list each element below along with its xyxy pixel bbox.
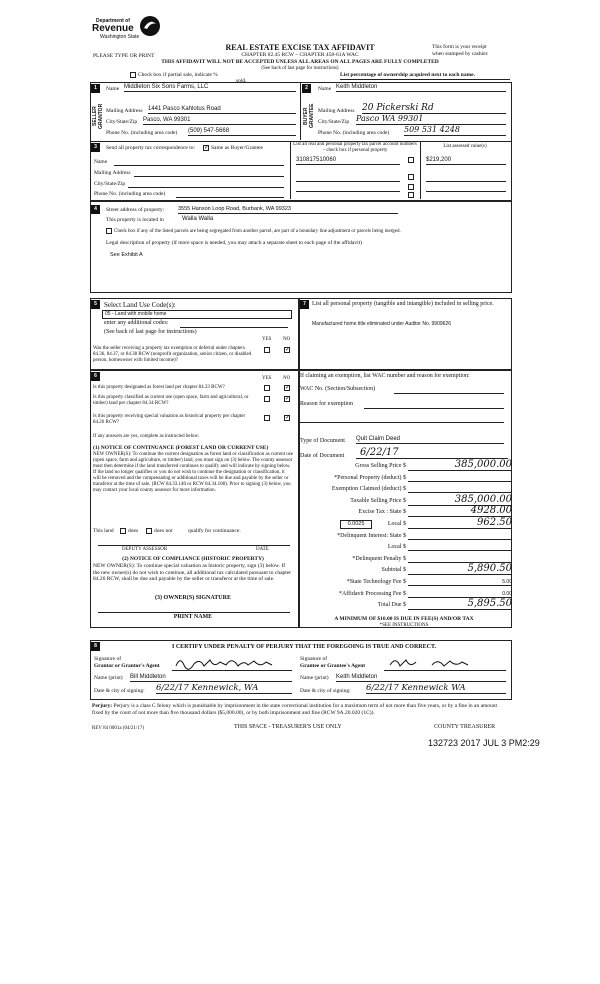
s3-city-label: City/State/Zip: [94, 181, 126, 187]
owner-signature-label: (3) OWNER(S) SIGNATURE: [155, 595, 231, 601]
amount-value-9[interactable]: 5,890.50: [408, 564, 512, 575]
exemption-no-checkbox[interactable]: ✓: [285, 347, 291, 353]
personal-property-field[interactable]: Manufactured home title eliminated under Auditor No. 9909626: [312, 321, 451, 327]
buyer-name-field[interactable]: Keith Middleton: [336, 84, 506, 92]
amount-value-11[interactable]: 0.00: [408, 591, 512, 598]
does-not-checkbox[interactable]: [146, 528, 152, 534]
rev-number: REV 84 0001a (04/21/17): [92, 726, 144, 731]
see-back-note: (See back of last page for instructions): [261, 66, 339, 71]
s3-mail-field[interactable]: [134, 169, 284, 177]
personal-property-checkbox-3[interactable]: [408, 184, 414, 190]
grantor-name-label: Name (print): [94, 675, 123, 681]
assessed-value-field[interactable]: $219,200: [426, 157, 506, 165]
enter-additional-label: enter any additional codes:: [104, 320, 169, 326]
reason-field[interactable]: [364, 401, 504, 409]
buyer-city-label: City/State/Zip: [318, 119, 350, 125]
grantor-name-field[interactable]: Bill Middleton: [130, 674, 292, 682]
wac-intro: If claiming an exemption, list WAC number and reason for exemption:: [300, 373, 470, 379]
exemption-question: Was the seller receiving a property tax exemption or deferral under chapters 84.36, 84.37, or 84.38 RCW (nonprofit organization, senior citizen, or disabled person, homeowner with limited income)?: [93, 346, 252, 363]
section-8-number: 8: [91, 642, 100, 651]
buyer-phone-label: Phone No. (including area code): [318, 130, 390, 136]
doc-date-label: Date of Document: [300, 453, 345, 459]
amount-label-3: Taxable Selling Price $: [350, 497, 406, 504]
perjury-note: [92, 703, 508, 716]
dept-of-text: Department of: [96, 18, 130, 24]
section-6-number: 6: [91, 372, 100, 381]
same-as-buyer-label: Same as Buyer/Grantee: [211, 145, 263, 151]
personal-property-checkbox-2[interactable]: [408, 174, 414, 180]
buyer-mail-label: Mailing Address: [318, 108, 355, 114]
grantee-signature-scribble: [388, 656, 508, 670]
if-yes-note: If any answers are yes, complete as instructed below.: [93, 434, 200, 439]
historic-yes-checkbox[interactable]: [264, 415, 270, 421]
seller-phone-label: Phone No. (including area code): [106, 130, 178, 136]
recording-stamp: 132723 2017 JUL 3 PM2:29: [428, 738, 540, 748]
grantee-sig-label-b: Grantee or Grantee's Agent: [300, 663, 366, 669]
s3-phone-label: Phone No. (including area code): [94, 191, 166, 197]
wac-field[interactable]: [394, 386, 504, 394]
grantee-name-field[interactable]: Keith Middleton: [336, 674, 506, 682]
deputy-date-label: DATE: [256, 547, 269, 552]
amount-label-8: *Delinquent Penalty $: [352, 555, 406, 562]
located-label: This property is located in: [106, 217, 164, 223]
receipt-note-1: This form is your receipt: [432, 44, 487, 50]
ownership-pct-label: List percentage of ownership acquired next to each name.: [340, 72, 510, 80]
parcel-number-field-3[interactable]: [296, 185, 400, 192]
forest-yes-checkbox[interactable]: [264, 385, 270, 391]
section-1-number: 1: [91, 84, 100, 93]
amount-label-7: Local $: [387, 544, 406, 551]
notice-compliance-body: NEW OWNER(S): To continue special valuation as historic property, sign (3) below. If the new owner(s) do not wish to continue, all additional tax calculated pursuant to chapter 84.26 RCW, shall be due and payable by the seller or transferor at the time of sale.: [93, 563, 292, 582]
historic-no-checkbox[interactable]: ✓: [285, 415, 291, 421]
street-label: Street address of property:: [106, 207, 165, 213]
s3-mail-label: Mailing Address: [94, 170, 131, 176]
section-6-box: [90, 370, 300, 628]
grantee-date-label: Date & city of signing:: [300, 688, 351, 694]
see-instructions-note: *SEE INSTRUCTIONS: [379, 623, 429, 628]
seller-side-label: SELLER GRANTOR: [92, 103, 104, 129]
does-not-label: does not: [154, 528, 173, 534]
assessed-value-field-3[interactable]: [426, 185, 506, 192]
land-use-label: Select Land Use Code(s):: [104, 301, 176, 309]
grantor-date-label: Date & city of signing:: [94, 688, 145, 694]
notice-compliance-title: (2) NOTICE OF COMPLIANCE (HISTORIC PROPERTY): [122, 556, 264, 562]
certify-statement: I CERTIFY UNDER PENALTY OF PERJURY THAT THE FOREGOING IS TRUE AND CORRECT.: [172, 644, 437, 650]
seller-name-label: Name: [106, 86, 120, 92]
section-4-box: [90, 201, 512, 293]
partial-sale-checkbox[interactable]: [130, 72, 136, 78]
land-use-select[interactable]: 05 - Land with mobile home: [102, 310, 292, 319]
personal-property-checkbox-1[interactable]: [408, 157, 414, 163]
amount-label-6: *Delinquent Interest: State $: [337, 532, 406, 539]
amount-value-10[interactable]: 5.00: [408, 579, 512, 586]
qualify-label: qualify for continuance.: [188, 528, 241, 534]
form-title: REAL ESTATE EXCISE TAX AFFIDAVIT: [225, 43, 375, 52]
current-use-question: Is this property classified as current use (open space, farm and agricultural, or timber) land per chapter 84.34 RCW?: [93, 395, 249, 406]
grantor-sig-label-b: Grantor or Grantor's Agent: [94, 663, 160, 669]
form-subtitle: CHAPTER 82.45 RCW – CHAPTER 458-61A WAC: [241, 52, 359, 58]
s6-no-header: NO: [283, 376, 291, 381]
seller-city-field[interactable]: Pasco, WA 99301: [143, 117, 296, 125]
buyer-side-label: BUYER GRANTEE: [303, 103, 315, 129]
located-field[interactable]: Walla Walla: [182, 216, 214, 222]
s3-name-label: Name: [94, 159, 108, 165]
amount-value-7[interactable]: [408, 544, 512, 551]
grantor-date-field[interactable]: 6/22/17 Kennewick, WA: [156, 683, 292, 694]
section-4-number: 4: [91, 205, 100, 214]
amount-label-9: Subtotal $: [381, 567, 406, 574]
amount-value-5[interactable]: 962.50: [408, 518, 512, 529]
grantee-date-field[interactable]: 6/22/17 Kennewick WA: [366, 683, 506, 694]
seller-phone-field[interactable]: (509) 547-5668: [188, 128, 296, 136]
s3-name-field[interactable]: [114, 158, 284, 166]
additional-codes-field[interactable]: [180, 321, 288, 328]
amount-value-1[interactable]: [408, 475, 512, 482]
send-correspondence-label: Send all property tax correspondence to:: [106, 145, 196, 151]
notice-continuance-body: NEW OWNER(S): To continue the current designation as forest land or classification as current use (open space, farm and agriculture, or timber) land, you must sign on (3) below. The county assessor must then determine if the land transferred continues to qualify and will indicate by signing below. If the land no longer qualifies or you do not wish to continue the designation or classification, it will be removed and the compensating or additional taxes will be due and payable by the seller or transferor at the time of sale. (RCW 84.33.140 or RCW 84.34.108). Prior to signing (3) below, you may contact your local county assessor for more information.: [93, 452, 293, 493]
doc-date-field[interactable]: 6/22/17: [356, 447, 508, 459]
deputy-assessor-label: DEPUTY ASSESSOR: [122, 547, 168, 552]
s5-see-back: (See back of last page for instructions): [104, 329, 197, 335]
section-7-box: [298, 298, 512, 370]
doc-type-field[interactable]: Quit Claim Deed: [356, 436, 504, 444]
county-treasurer-label: COUNTY TREASURER: [434, 724, 496, 730]
historic-question: Is this property receiving special valuation as historical property per chapter 84.26 RCW?: [93, 414, 246, 425]
buyer-mail-field[interactable]: 20 Pickerski Rd: [362, 103, 506, 114]
grantee-name-label: Name (print): [300, 675, 329, 681]
amount-label-11: *Affidavit Processing Fee $: [338, 590, 406, 597]
street-field[interactable]: 3555 Hanson Loop Road, Burbank, WA 99323: [178, 206, 398, 214]
amount-value-3[interactable]: 385,000.00: [408, 495, 512, 506]
revenue-logo: [92, 14, 162, 48]
revenue-text: Revenue: [92, 23, 134, 34]
segregated-checkbox[interactable]: [106, 228, 112, 234]
perjury-label: Perjury:: [92, 703, 113, 709]
please-type: PLEASE TYPE OR PRINT: [93, 53, 155, 59]
exemption-yes-checkbox[interactable]: [264, 347, 270, 353]
minimum-note: A MINIMUM OF $10.00 IS DUE IN FEE(S) AND/OR TAX: [334, 616, 474, 622]
legal-label: Legal description of property (if more space is needed, you may attach a separate sheet to each page of the affidavit): [106, 240, 362, 246]
s5-yes-header: YES: [262, 337, 272, 342]
amount-value-2[interactable]: [408, 486, 512, 493]
segregated-label: Check box if any of the listed parcels are being segregated from another parcel, are part of a boundary line adjustment or parcels being merged.: [114, 229, 401, 234]
personal-property-checkbox-4[interactable]: [408, 192, 414, 198]
grantor-signature-scribble: [174, 656, 294, 670]
amount-label-1: *Personal Property (deduct) $: [334, 474, 406, 481]
personal-property-label: List all personal property (tangible and intangible) included in selling price.: [312, 301, 494, 307]
partial-sale-label: Check box if partial sale, indicate %: [138, 72, 218, 78]
this-land-label: This land: [93, 528, 114, 534]
local-rate-field[interactable]: 0.0025: [340, 520, 372, 529]
s6-yes-header: YES: [262, 376, 272, 381]
notice-continuance-title: (1) NOTICE OF CONTINUANCE (FOREST LAND OR CURRENT USE): [93, 445, 269, 451]
grantee-signature[interactable]: [384, 660, 506, 671]
parcel-number-field-2[interactable]: [296, 175, 400, 182]
section-3-number: 3: [91, 143, 100, 152]
forest-no-checkbox[interactable]: ✓: [285, 385, 291, 391]
amount-value-0[interactable]: 385,000.00: [408, 460, 512, 471]
amount-value-6[interactable]: [408, 533, 512, 540]
s5-no-header: NO: [283, 337, 291, 342]
form-warning: THIS AFFIDAVIT WILL NOT BE ACCEPTED UNLESS ALL AREAS ON ALL PAGES ARE FULLY COMPLETED: [161, 59, 439, 65]
parcel-number-field[interactable]: 310817510060: [296, 157, 400, 165]
s3-city-field[interactable]: [128, 180, 284, 188]
assessed-value-field-2[interactable]: [426, 175, 506, 182]
seller-mail-field[interactable]: 1441 Pasco Kahlotus Road: [148, 106, 296, 114]
amount-value-12[interactable]: 5,895.50: [408, 599, 512, 610]
amount-label-5: Local $: [387, 521, 406, 527]
section-5-number: 5: [91, 300, 100, 309]
seller-name-field[interactable]: Middleton Six Sons Farms, LLC: [124, 84, 296, 92]
legal-description[interactable]: See Exhibit A: [110, 252, 143, 258]
amount-value-4[interactable]: 4928.00: [408, 506, 512, 517]
buyer-phone-field[interactable]: 509 531 4248: [404, 125, 506, 136]
receipt-note-2: when stamped by cashier.: [432, 51, 489, 57]
amount-label-4: Excise Tax : State $: [358, 509, 406, 516]
buyer-name-label: Name: [318, 86, 332, 92]
doc-type-label: Type of Document: [300, 438, 345, 444]
print-name-label: PRINT NAME: [173, 614, 213, 620]
amount-label-12: Total Due $: [377, 602, 406, 609]
treasurer-only-label: THIS SPACE - TREASURER'S USE ONLY: [234, 724, 342, 730]
revenue-logo-icon: [138, 14, 162, 38]
current-use-yes-checkbox[interactable]: [264, 396, 270, 402]
assessed-value-header: List assessed value(s): [443, 144, 487, 149]
parcel-header: List all real and personal property tax parcel account numbers – check box if personal property: [293, 142, 417, 153]
amount-label-2: Exemption Claimed (deduct) $: [331, 486, 406, 493]
amount-label-0: Gross Selling Price $: [355, 463, 406, 469]
amount-value-8[interactable]: [408, 556, 512, 563]
does-checkbox[interactable]: [120, 528, 126, 534]
section-2-number: 2: [302, 84, 311, 93]
state-text: Washington State: [100, 34, 140, 40]
s3-phone-field[interactable]: [176, 190, 284, 198]
amount-label-10: *State Technology Fee $: [346, 579, 406, 585]
forest-land-question: Is this property designated as forest land per chapter 84.33 RCW?: [93, 385, 225, 390]
grantee-sig-label-a: Signature of: [300, 656, 328, 662]
grantor-sig-label-a: Signature of: [94, 656, 122, 662]
grantor-signature[interactable]: [172, 660, 292, 671]
sold-label: sold.: [236, 78, 247, 84]
buyer-city-field[interactable]: Pasco WA 99301: [356, 114, 506, 125]
reason-label: Reason for exemption: [300, 401, 353, 407]
same-as-buyer-checkbox[interactable]: ✓: [204, 145, 210, 151]
seller-mail-label: Mailing Address: [106, 108, 143, 114]
seller-city-label: City/State/Zip: [106, 119, 138, 125]
perjury-text: Perjury is a class C felony which is punishable by imprisonment in the state correctional institution for a maximum term of not more than five years, or by a fine in an amount fixed by the court of not more than five thousand dollars ($5,000.00), or by both imprisonment and fine (RCW 9A.20.020 (1C)).: [92, 703, 498, 716]
section-7-number: 7: [300, 300, 309, 309]
does-label: does: [128, 528, 139, 534]
current-use-no-checkbox[interactable]: ✓: [285, 396, 291, 402]
wac-label: WAC No. (Section/Subsection): [300, 386, 376, 392]
